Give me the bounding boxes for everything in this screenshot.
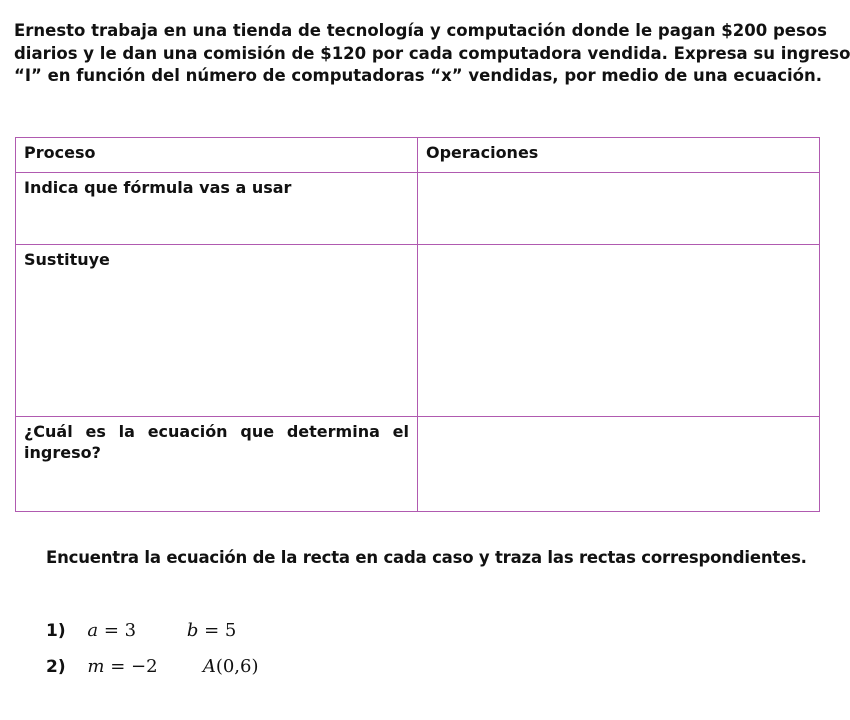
table-row <box>16 173 820 245</box>
math-value: = −2 <box>104 656 158 677</box>
math-value: = 5 <box>198 620 237 641</box>
operaciones-sustituye-cell[interactable] <box>418 245 820 417</box>
proceso-formula: Indica que fórmula vas a usar <box>16 173 418 245</box>
math-variable: a <box>87 620 99 641</box>
table-row <box>16 245 820 417</box>
proceso-ecuacion <box>16 417 418 512</box>
table-row <box>16 417 820 512</box>
problem-statement <box>14 20 850 88</box>
exercise-term <box>87 656 197 677</box>
exercise-2 <box>46 656 258 677</box>
math-variable: A <box>202 656 216 677</box>
proceso-sustituye: Sustituye <box>16 245 418 417</box>
operaciones-ecuacion-cell[interactable] <box>418 417 820 512</box>
math-variable: b <box>186 620 199 641</box>
exercise-1 <box>46 620 236 641</box>
math-variable: m <box>87 656 105 677</box>
exercise-term <box>187 620 237 641</box>
operaciones-formula-cell[interactable] <box>418 173 820 245</box>
exercise-term <box>87 620 181 641</box>
header-proceso: Proceso <box>16 138 418 173</box>
proceso-ecuacion-line-1: ¿Cuál es la ecuación que determina el <box>24 422 409 441</box>
math-value: = 3 <box>98 620 137 641</box>
worksheet-table <box>15 137 820 512</box>
problem-line-2: diarios y le dan una comisión de $120 por cada computadora vendida. Expresa su ingreso <box>14 43 850 63</box>
proceso-ecuacion-line-2: ingreso? <box>24 443 101 462</box>
math-value: (0,6) <box>215 656 259 677</box>
table-header-row <box>16 138 820 173</box>
exercise-number: 2) <box>46 657 66 677</box>
problem-line-3: “I” en función del número de computadoras “x” vendidas, por medio de una ecuación. <box>14 66 823 85</box>
exercise-number: 1) <box>46 621 66 641</box>
problem-line-1: Ernesto trabaja en una tienda de tecnología y computación donde le pagan $200 pesos <box>14 21 827 40</box>
exercise-term <box>203 656 259 677</box>
header-operaciones: Operaciones <box>418 138 820 173</box>
section-title: Encuentra la ecuación de la recta en cada caso y traza las rectas correspondientes. <box>46 548 807 567</box>
